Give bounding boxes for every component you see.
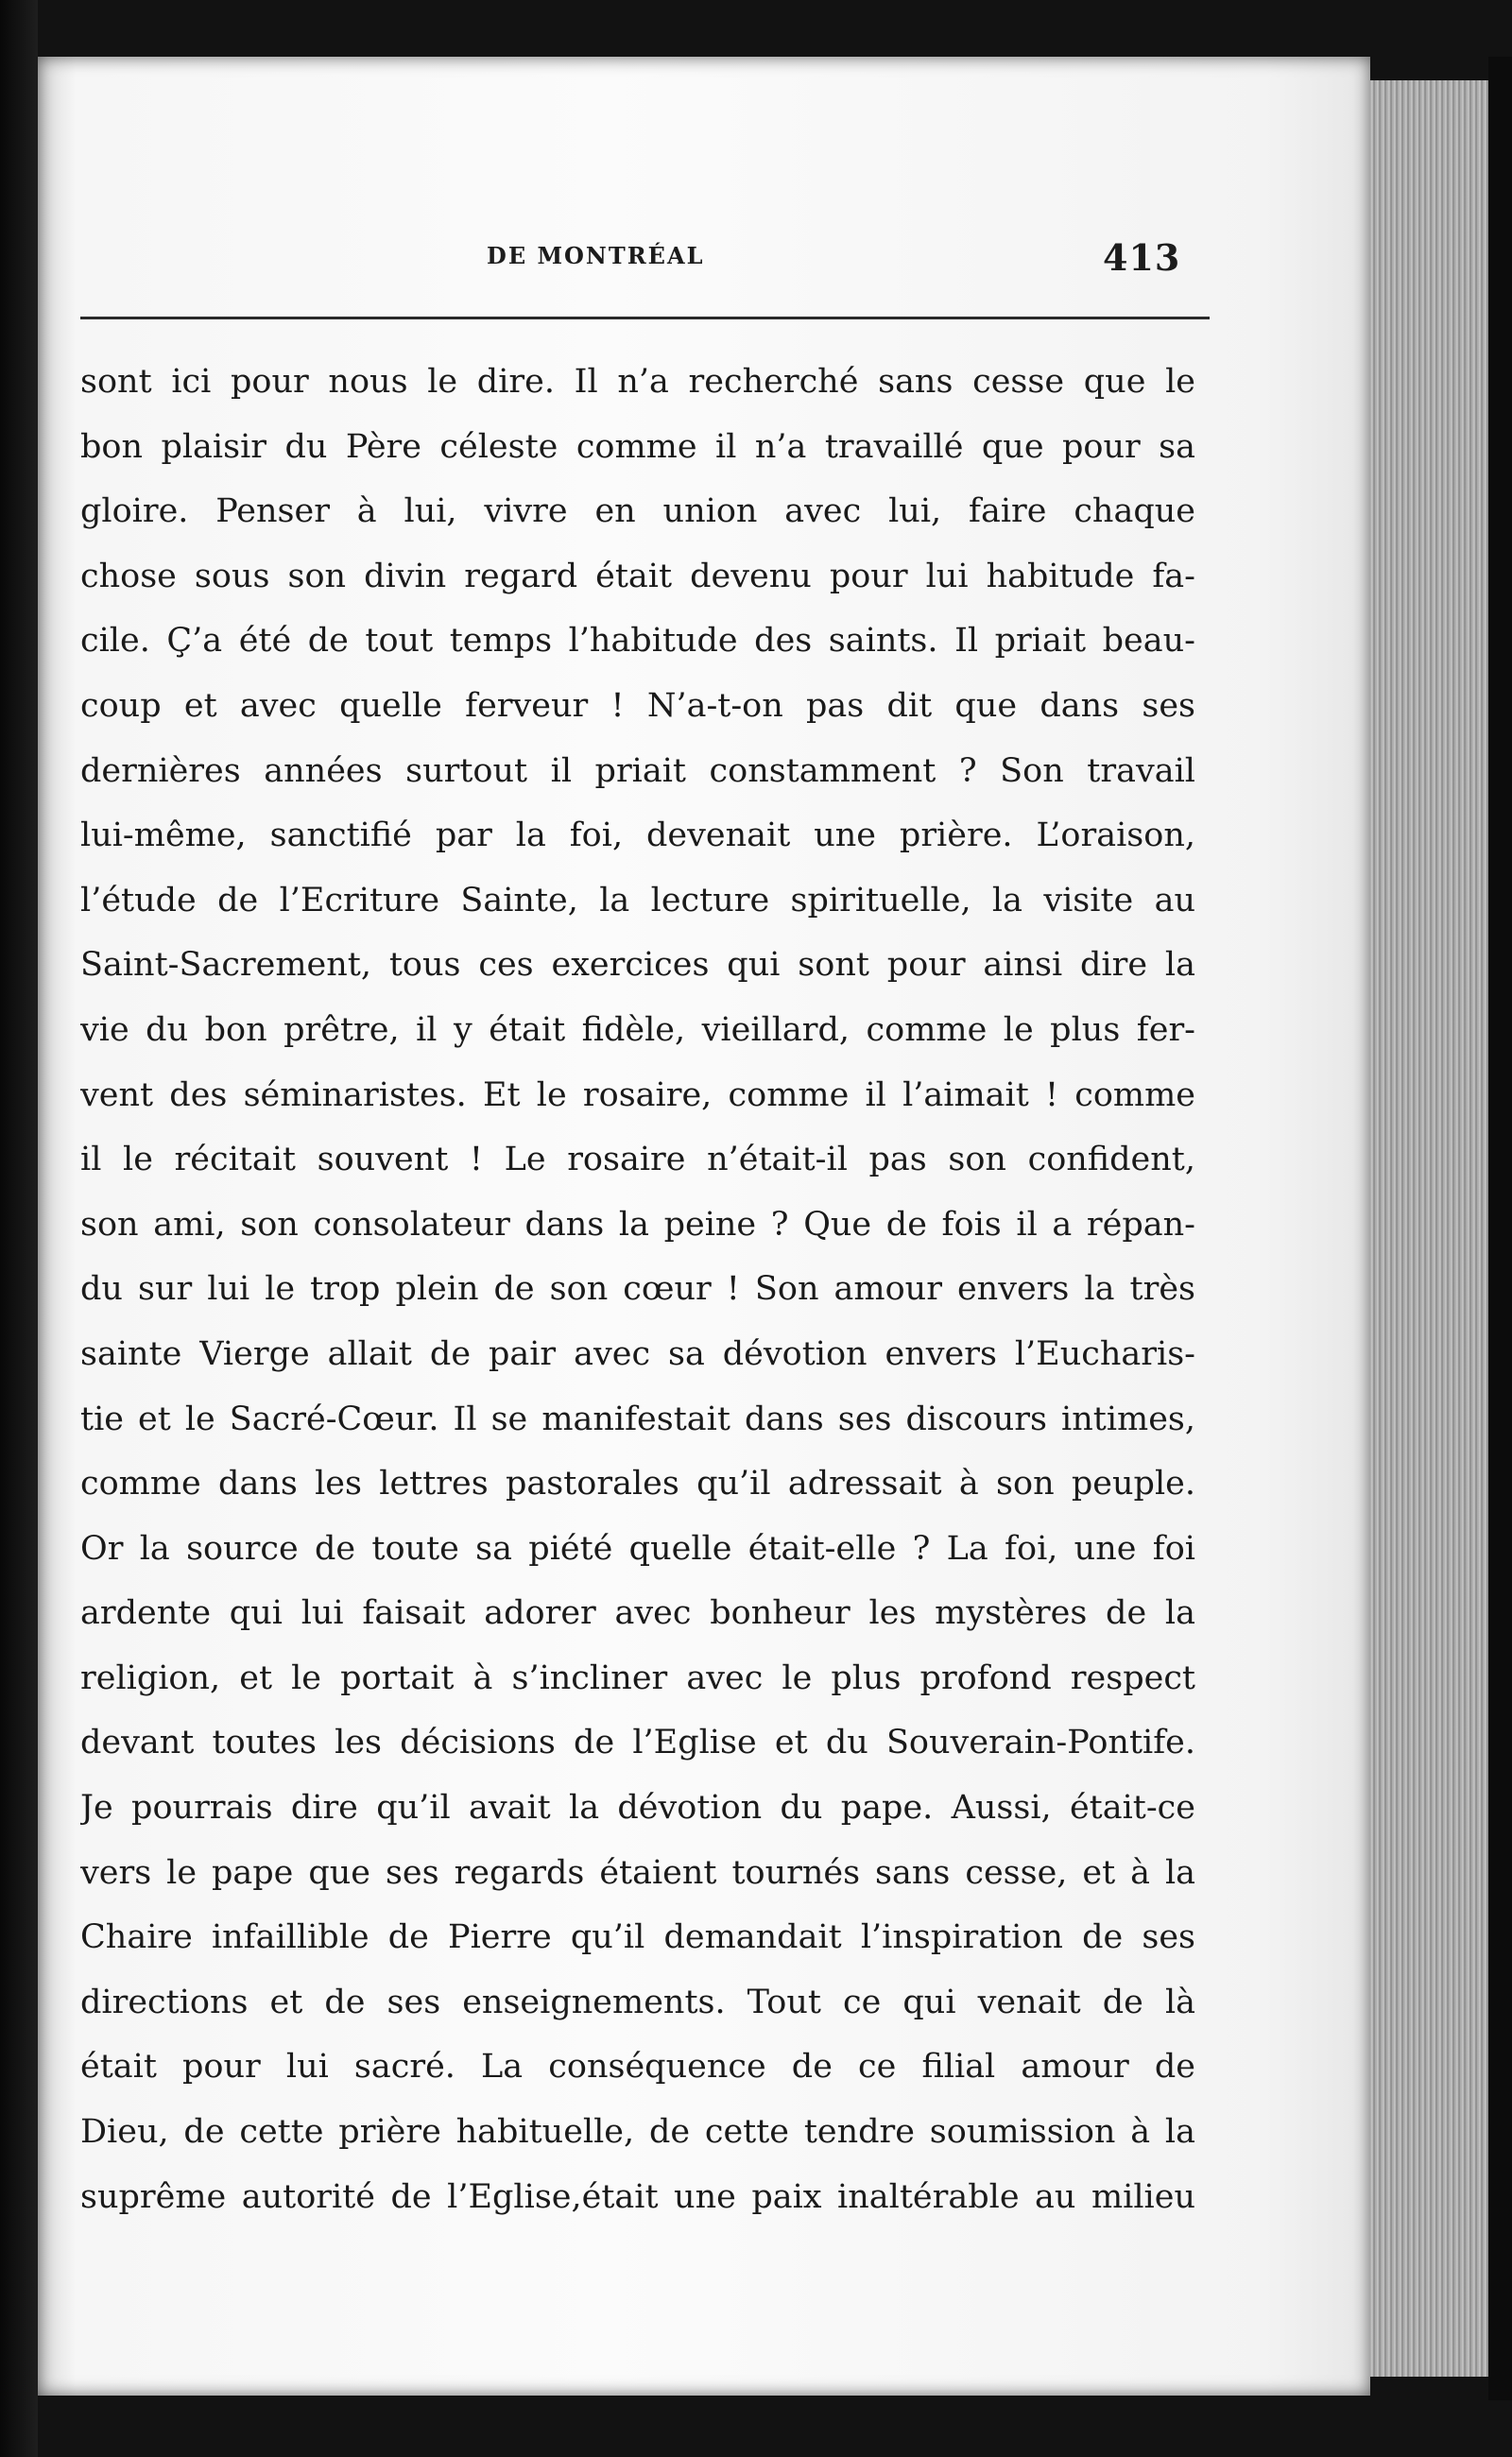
- text-line: directions et de ses enseignements. Tout ce qui venait de là: [80, 1983, 1195, 2021]
- text-line: était pour lui sacré. La conséquence de ce filial amour de: [80, 2048, 1195, 2087]
- text-line: son ami, son consolateur dans la peine ? Que de fois il a répan-: [80, 1205, 1195, 1244]
- text-line: sont ici pour nous le dire. Il n’a recherché sans cesse que le: [80, 363, 1195, 401]
- text-line: tie et le Sacré-Cœur. Il se manifestait dans ses discours intimes,: [80, 1400, 1195, 1438]
- text-line: comme dans les lettres pastorales qu’il adressait à son peuple.: [80, 1465, 1195, 1503]
- text-line: lui-même, sanctifié par la foi, devenait une prière. L’oraison,: [80, 816, 1195, 855]
- text-line: religion, et le portait à s’incliner avec le plus profond respect: [80, 1658, 1195, 1697]
- text-line: l’étude de l’Ecriture Sainte, la lecture spirituelle, la visite au: [80, 881, 1195, 919]
- text-line: chose sous son divin regard était devenu pour lui habitude fa-: [80, 557, 1195, 595]
- running-head-title: DE MONTRÉAL: [487, 242, 705, 269]
- book-fore-edge: [1370, 80, 1488, 2377]
- text-line: bon plaisir du Père céleste comme il n’a travaillé que pour sa: [80, 427, 1195, 466]
- text-line: Or la source de toute sa piété quelle était-elle ? La foi, une foi: [80, 1529, 1195, 1568]
- page-sheet: [38, 57, 1370, 2396]
- text-line: cile. Ç’a été de tout temps l’habitude des saints. Il priait beau-: [80, 622, 1195, 661]
- text-line: vie du bon prêtre, il y était fidèle, vieillard, comme le plus fer-: [80, 1010, 1195, 1049]
- gutter-shadow: [0, 0, 38, 2457]
- text-line: il le récitait souvent ! Le rosaire n’était-il pas son confident,: [80, 1141, 1195, 1179]
- text-line: gloire. Penser à lui, vivre en union avec lui, faire chaque: [80, 492, 1195, 531]
- text-line: vers le pape que ses regards étaient tournés sans cesse, et à la: [80, 1853, 1195, 1892]
- text-line: sainte Vierge allait de pair avec sa dévotion envers l’Eucharis-: [80, 1334, 1195, 1373]
- page-edge-shadow: [1488, 57, 1512, 2400]
- text-line: devant toutes les décisions de l’Eglise et du Souverain-Pontife.: [80, 1724, 1195, 1762]
- text-line: Dieu, de cette prière habituelle, de cette tendre soumission à la: [80, 2113, 1195, 2152]
- text-line: suprême autorité de l’Eglise,était une paix inaltérable au milieu: [80, 2177, 1195, 2216]
- text-line: coup et avec quelle ferveur ! N’a-t-on pas dit que dans ses: [80, 686, 1195, 725]
- text-line: Chaire infaillible de Pierre qu’il demandait l’inspiration de ses: [80, 1918, 1195, 1957]
- text-line: du sur lui le trop plein de son cœur ! Son amour envers la très: [80, 1270, 1195, 1309]
- text-line: ardente qui lui faisait adorer avec bonheur les mystères de la: [80, 1594, 1195, 1633]
- page-number: 413: [1103, 236, 1181, 279]
- text-line: Je pourrais dire qu’il avait la dévotion du pape. Aussi, était-ce: [80, 1789, 1195, 1828]
- text-line: Saint-Sacrement, tous ces exercices qui sont pour ainsi dire la: [80, 946, 1195, 985]
- text-line: dernières années surtout il priait constamment ? Son travail: [80, 751, 1195, 790]
- text-line: vent des séminaristes. Et le rosaire, comme il l’aimait ! comme: [80, 1075, 1195, 1114]
- header-rule: [80, 317, 1210, 319]
- body-text: [80, 350, 1195, 2229]
